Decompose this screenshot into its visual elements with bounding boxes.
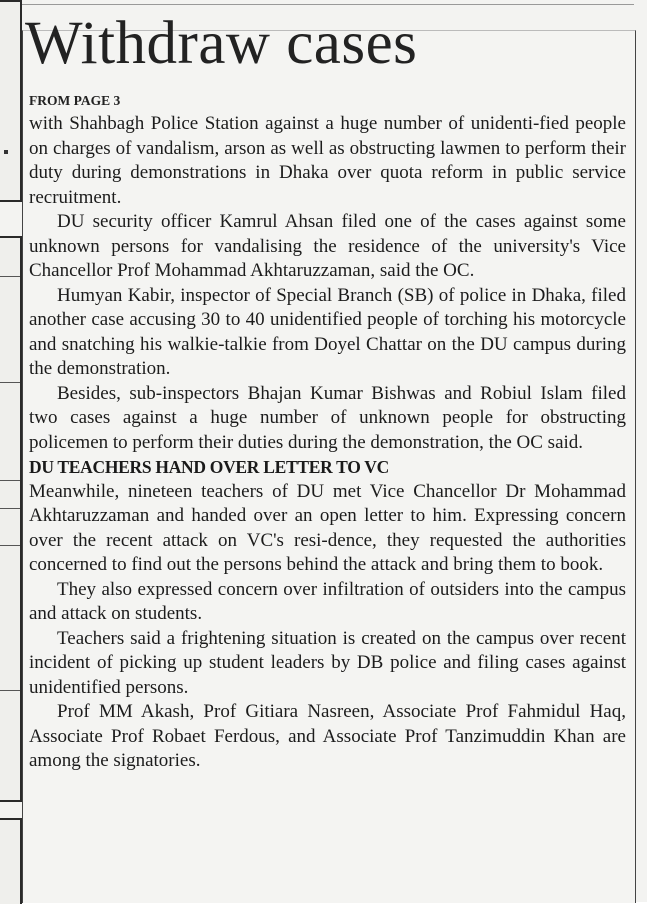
adjacent-column-rule: [0, 508, 20, 509]
adjacent-column-rule: [0, 690, 20, 691]
paragraph: Meanwhile, nineteen teachers of DU met Vice Chancellor Dr Mohammad Akhtaruzzaman and handed over an open letter to him. Expressing concern over the recent attack on VC's resi-dence, they requested the authorities concerned to find out the persons behind the attack and bring them to book.: [29, 480, 626, 575]
adjacent-column-rule: [0, 276, 20, 277]
adjacent-column-fragment: [0, 0, 22, 202]
adjacent-column-fragment: [0, 818, 22, 904]
paragraph: Prof MM Akash, Prof Gitiara Nasreen, Associate Prof Fahmidul Haq, Associate Prof Robaet Ferdous, and Associate Prof Tanzimuddin Khan are among the signatories.: [29, 701, 626, 771]
paragraph: with Shahbagh Police Station against a huge number of unidenti-fied people on charges of vandalism, arson as well as obstructing lawmen to perform their duty during demonstrations in Dhaka over quota reform in public service recruitment.: [29, 113, 626, 208]
headline: Withdraw cases: [25, 10, 418, 77]
paragraph: Humyan Kabir, inspector of Special Branch (SB) of police in Dhaka, filed another case accusing 30 to 40 unidentified people of torching his motorcycle and snatching his walkie-talkie from Doyel Chattar on the DU campus during the demonstration.: [29, 284, 626, 379]
continued-from-label: FROM PAGE 3: [29, 93, 121, 108]
adjacent-column-rule: [0, 480, 20, 481]
paragraph: DU security officer Kamrul Ahsan filed one of the cases against some unknown persons for vandalising the residence of the university's Vice Chancellor Prof Mohammad Akhtaruzzaman, said the OC.: [29, 211, 626, 281]
adjacent-column-mark: [4, 150, 8, 154]
subheading: DU TEACHERS HAND OVER LETTER TO VC: [29, 457, 389, 477]
adjacent-column-fragment: [0, 236, 22, 802]
adjacent-column-rule: [0, 382, 20, 383]
adjacent-column-rule: [0, 545, 20, 546]
paragraph: Teachers said a frightening situation is created on the campus over recent incident of picking up student leaders by DB police and filing cases against unidentified persons.: [29, 627, 626, 698]
paragraph: They also expressed concern over infiltration of outsiders into the campus and attack on students.: [29, 578, 626, 624]
paragraph: Besides, sub-inspectors Bhajan Kumar Bishwas and Robiul Islam filed two cases against a huge number of unknown people for obstructing policemen to perform their duties during the demonstration, the OC said.: [29, 382, 626, 453]
article-body: [29, 112, 626, 774]
